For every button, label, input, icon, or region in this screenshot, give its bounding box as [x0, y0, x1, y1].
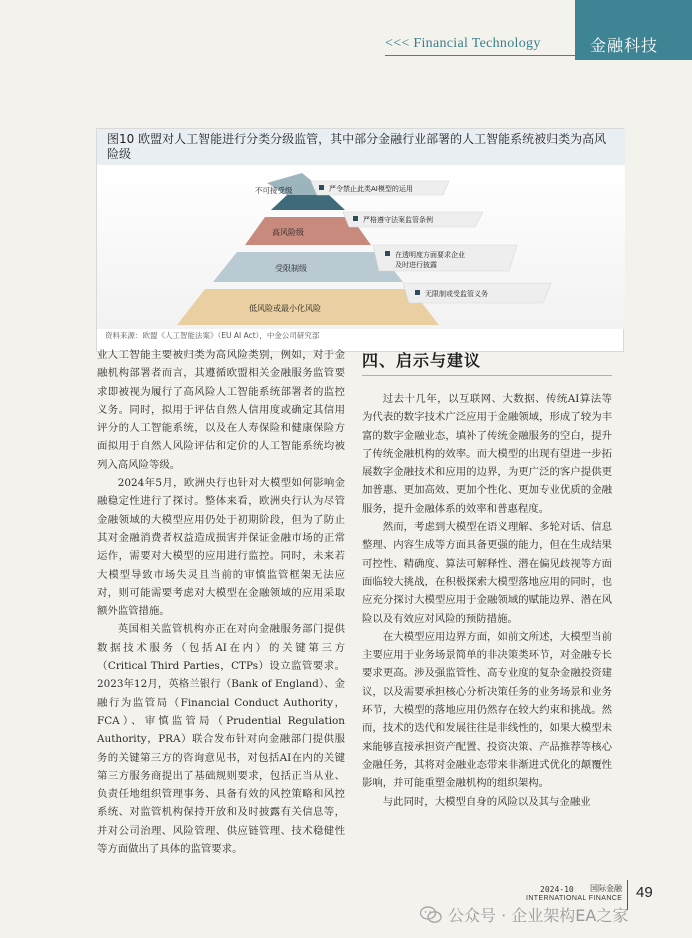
- level-4-rule: 无限制或受监管义务: [425, 290, 488, 298]
- page-number: 49: [636, 884, 653, 901]
- paragraph: 英国相关监管机构亦正在对向金融服务部门提供数据技术服务（包括AI在内）的关键第三方（Critical Third Parties，CTPs）设立监管要求。2023年12月，英格兰银行（Bank of England）、金融行为监管局（Financial Conduct Authority，FCA）、审慎监管局（Prudential Regulation Authority，PRA）联合发布针对向金融部门提供服务的关键第三方的咨询意见书，对包括AI在内的关键第三方服务商提出了基础规则要求，包括正当从业、负责任地组织管理事务、具备有效的风控策略和风控系统、对监管机构保持开放和及时披露有关信息等，并对公司治理、风险管理、供应链管理、技术稳健性等方面做出了具体的监管要求。: [97, 623, 345, 856]
- figure-10: [96, 128, 624, 352]
- svg-text:在透明度方面要求企业: 在透明度方面要求企业: [395, 251, 465, 259]
- figure-source: 资料来源：欧盟《人工智能法案》（EU AI Act），中金公司研究部: [105, 331, 320, 340]
- paragraph: 过去十几年，以互联网、大数据、传统AI算法等为代表的数字技术广泛应用于金融领域，形成了较为丰富的数字金融业态，填补了传统金融服务的空白，提升了传统金融机构的效率。而大模型的出现有望进一步拓展数字金融技术和应用的边界，为更广泛的客户提供更加普惠、更加高效、更加个性化、更加专业优质的金融服务，提升金融体系的效率和普惠程度。: [362, 393, 612, 515]
- watermark-text: 公众号 · 企业架构EA之家: [448, 906, 629, 925]
- level-2-label: 高风险级: [272, 228, 304, 237]
- pyramid-level-3: [213, 252, 403, 282]
- paragraph: 与此同时，大模型自身的风险以及其与金融业: [382, 795, 591, 808]
- paragraph: 然而，考虑到大模型在语义理解、多轮对话、信息整理、内容生成等方面具备更强的能力，但在生成结果可控性、精确度、算法可解释性、潜在偏见歧视等方面面临较大挑战，在积极探索大模型落地应用的同时，也应充分探讨大模型应用于金融领域的赋能边界、潜在风险以及有效应对风险的预防措施。: [362, 521, 612, 625]
- header-rule: [385, 55, 575, 56]
- level-1-label: 不可接受级: [255, 186, 293, 195]
- level-2-rule: 严格遵守法案监管条例: [363, 216, 433, 224]
- issue-date: 2024-10: [540, 885, 574, 894]
- left-column: [97, 346, 345, 858]
- paragraph: 业人工智能主要被归类为高风险类别，例如，对于金融机构部署者而言，其遵循欧盟相关金融服务监管要求即被视为履行了高风险人工智能系统部署者的监控义务。同时，拟用于评估自然人信用度或确定其信用评分的人工智能系统，以及在人寿保险和健康保险方面拟用于自然人风险评估和定价的人工智能系统均被列入高风险等级。: [97, 349, 345, 471]
- section-heading: 四、启示与建议: [362, 351, 482, 370]
- section-tag: <<< Financial Technology: [385, 36, 541, 51]
- watermark: [420, 903, 628, 926]
- paragraph: 在大模型应用边界方面，如前文所述，大模型当前主要应用于业务场景简单的非决策类环节，对金融专长要求更高。涉及强监管性、高专业度的复杂金融投资建议，以及需要承担核心分析决策任务的业务场景和业务环节，大模型的落地应用仍然存在较大约束和挑战。然而，技术的迭代和发展往往是非线性的，如果大模型未来能够直接承担资产配置、投资决策、产品推荐等核心金融任务，其将对金融业态带来非渐进式优化的颠覆性影响，并可能重塑金融机构的组织架构。: [362, 630, 612, 790]
- level-4-label: 低风险或最小化风险: [249, 304, 321, 313]
- svg-text:及时进行披露: 及时进行披露: [395, 261, 437, 269]
- level-3-label: 受限制级: [275, 264, 307, 273]
- right-column: [362, 390, 612, 811]
- page-header: [0, 0, 692, 60]
- paragraph: 2024年5月，欧洲央行也针对大模型如何影响金融稳定性进行了探讨。整体来看，欧洲央行认为尽管金融领域的大模型应用仍处于初期阶段，但为了防止其对金融消费者权益造成损害并保证金融市场的正常运作，需要对大模型的应用进行监控。同时，未来若大模型导致市场失灵且当前的审慎监管框架无法应对，则可能需要考虑对大模型在金融领域的应用采取额外监管措施。: [97, 477, 345, 618]
- section-rule: [362, 375, 612, 376]
- section-title-block: 金融科技: [590, 36, 659, 55]
- figure-title: 图10 欧盟对人工智能进行分类分级监管，其中部分金融行业部署的人工智能系统被归类为高风险级: [97, 129, 625, 165]
- publication-name-en: INTERNATIONAL FINANCE: [526, 895, 623, 902]
- risk-pyramid: [97, 165, 625, 329]
- level-1-rule: 严令禁止此类AI模型的运用: [329, 185, 413, 193]
- publication-name: 国际金融: [590, 884, 622, 893]
- wechat-icon: [420, 906, 442, 924]
